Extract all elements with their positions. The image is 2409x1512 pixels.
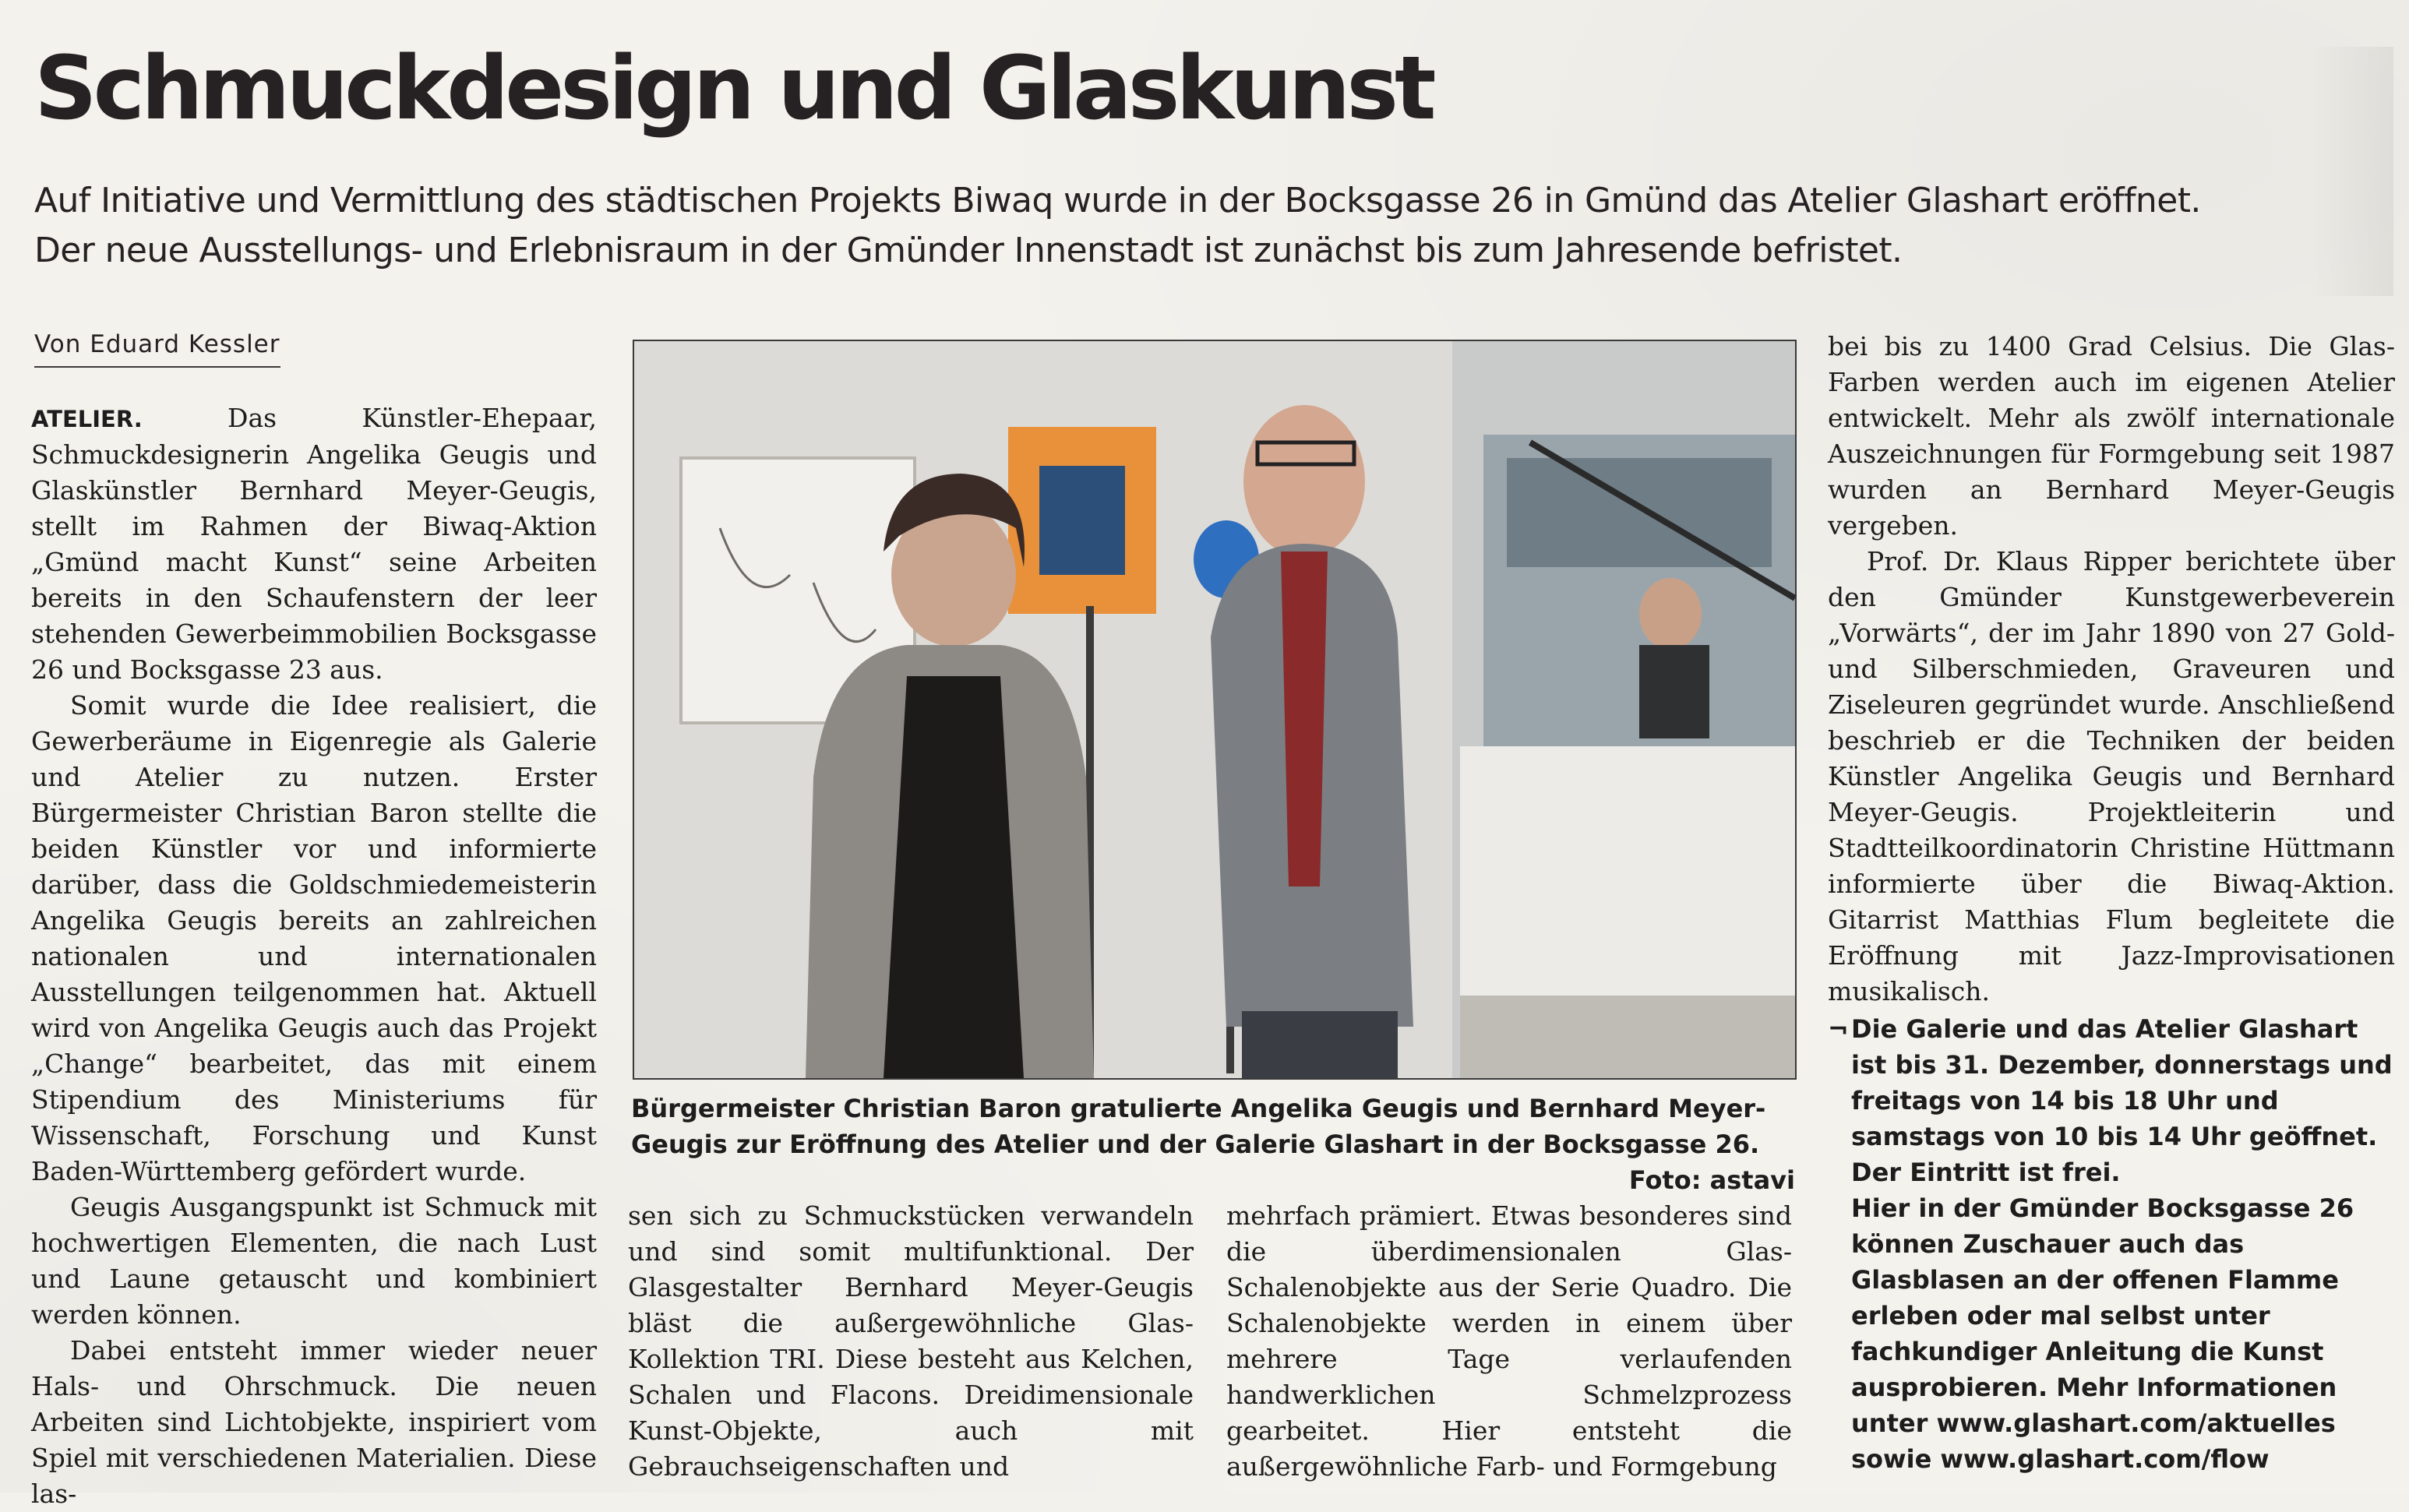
paragraph: Somit wurde die Idee realisiert, die Gewerberäume in Eigenregie als Galerie und Atelier zu nutzen. Erster Bürgermeister Christian Baron stellte die beiden Künstler vor und informierte darüber, dass die Goldschmiedemeisterin Angelika Geugis bereits an zahlreichen nationalen und internationalen Ausstellungen teilgenommen hat. Aktuell wird von Angelika Geugis auch das Projekt „Change“ bearbeitet, das mit einem Stipendium des Ministeriums für Wissenschaft, Forschung und Kunst Baden-Württemberg gefördert wurde. — [31, 690, 597, 1186]
photo-caption — [631, 1091, 1795, 1198]
paragraph — [31, 400, 597, 688]
byline: Von Eduard Kessler — [34, 330, 280, 368]
headline: Schmuckdesign und Glaskunst — [34, 38, 1433, 139]
article-photo — [633, 340, 1797, 1080]
photo-credit: Foto: astavi — [1628, 1165, 1795, 1195]
column-4 — [1828, 329, 2395, 1006]
caption-text: Bürgermeister Christian Baron gratulierte Angelika Geugis und Bernhard Meyer-Geugis zur Eröffnung des Atelier und der Galerie Glashart in der Bocksgasse 26. — [631, 1094, 1766, 1159]
paragraph: Geugis Ausgangspunkt ist Schmuck mit hochwertigen Elementen, die nach Lust und Laune getauscht und kombiniert werden können. — [31, 1192, 597, 1330]
subheadline-line-1: Auf Initiative und Vermittlung des städtischen Projekts Biwaq wurde in der Bocksgasse 26 in Gmünd das Atelier Glashart eröffnet. — [34, 181, 2201, 220]
paragraph-text: Das Künstler-Ehepaar, Schmuckdesignerin Angelika Geugis und Glaskünstler Bernhard Meyer-Geugis, stellt im Rahmen der Biwaq-Aktion „Gmünd macht Kunst“ seine Arbeiten bereits in den Schaufenstern der leer stehenden Gewerbeimmobilien Bocksgasse 26 und Bocksgasse 23 aus. — [31, 403, 597, 685]
kicker: ATELIER. — [31, 406, 143, 432]
subheadline — [34, 176, 2340, 276]
column-1 — [31, 400, 597, 1509]
info-arrow: ¬ — [1828, 1014, 1849, 1044]
column-2 — [628, 1198, 1194, 1482]
info-box — [1828, 1011, 2397, 1477]
column-3 — [1226, 1198, 1792, 1482]
paragraph: Prof. Dr. Klaus Ripper berichtete über den Gmünder Kunstgewerbeverein „Vorwärts“, der im Jahr 1890 von 27 Gold- und Silberschmieden, Graveuren und Ziseleuren gegründet wurde. Anschließend beschrieb er die Techniken der beiden Künstler Angelika Geugis und Bernhard Meyer-Geugis. Projektleiterin und Stadtteilkoordinatorin Christine Hüttmann informierte über die Biwaq-Aktion. Gitarrist Matthias Flum begleitete die Eröffnung mit Jazz-Improvisationen musikalisch. — [1828, 546, 2395, 1006]
paragraph: Dabei entsteht immer wieder neuer Hals- und Ohrschmuck. Die neuen Arbeiten sind Lichtobjekte, inspiriert vom Spiel mit verschiedenen Materialien. Diese las- — [31, 1335, 597, 1509]
paragraph: sen sich zu Schmuckstücken verwandeln und sind somit multifunktional. Der Glasgestalter Bernhard Meyer-Geugis bläst die außergewöhnliche Glas-Kollektion TRI. Diese besteht aus Kelchen, Schalen und Flacons. Dreidimensionale Kunst-Objekte, auch mit Gebrauchseigenschaften und — [628, 1200, 1194, 1482]
info-paragraph: Hier in der Gmünder Bocksgasse 26 können Zuschauer auch das Glasblasen an der offenen Flamme erleben oder mal selbst unter fachkundiger Anleitung die Kunst ausprobieren. Mehr Informationen unter www.glashart.com/aktuelles sowie www.glashart.com/flow — [1851, 1193, 2354, 1474]
subheadline-line-2: Der neue Ausstellungs- und Erlebnisraum in der Gmünder Innenstadt ist zunächst bis zum Jahresende befristet. — [34, 231, 1903, 270]
paragraph: mehrfach prämiert. Etwas besonderes sind die überdimensionalen Glas-Schalenobjekte aus der Serie Quadro. Die Schalenobjekte werden in einem über mehrere Tage verlaufenden handwerklichen Schmelzprozess gearbeitet. Hier entsteht die außergewöhnliche Farb- und Formgebung — [1226, 1200, 1792, 1482]
info-paragraph: Die Galerie und das Atelier Glashart ist bis 31. Dezember, donnerstags und freitags von 14 bis 18 Uhr und samstags von 10 bis 14 Uhr geöffnet. Der Eintritt ist frei. — [1851, 1014, 2393, 1187]
paragraph: bei bis zu 1400 Grad Celsius. Die Glas-Farben werden auch im eigenen Atelier entwickelt. Mehr als zwölf internationale Auszeichnungen für Formgebung seit 1987 wurden an Bernhard Meyer-Geugis vergeben. — [1828, 331, 2395, 541]
photo-illustration — [634, 341, 1795, 1078]
